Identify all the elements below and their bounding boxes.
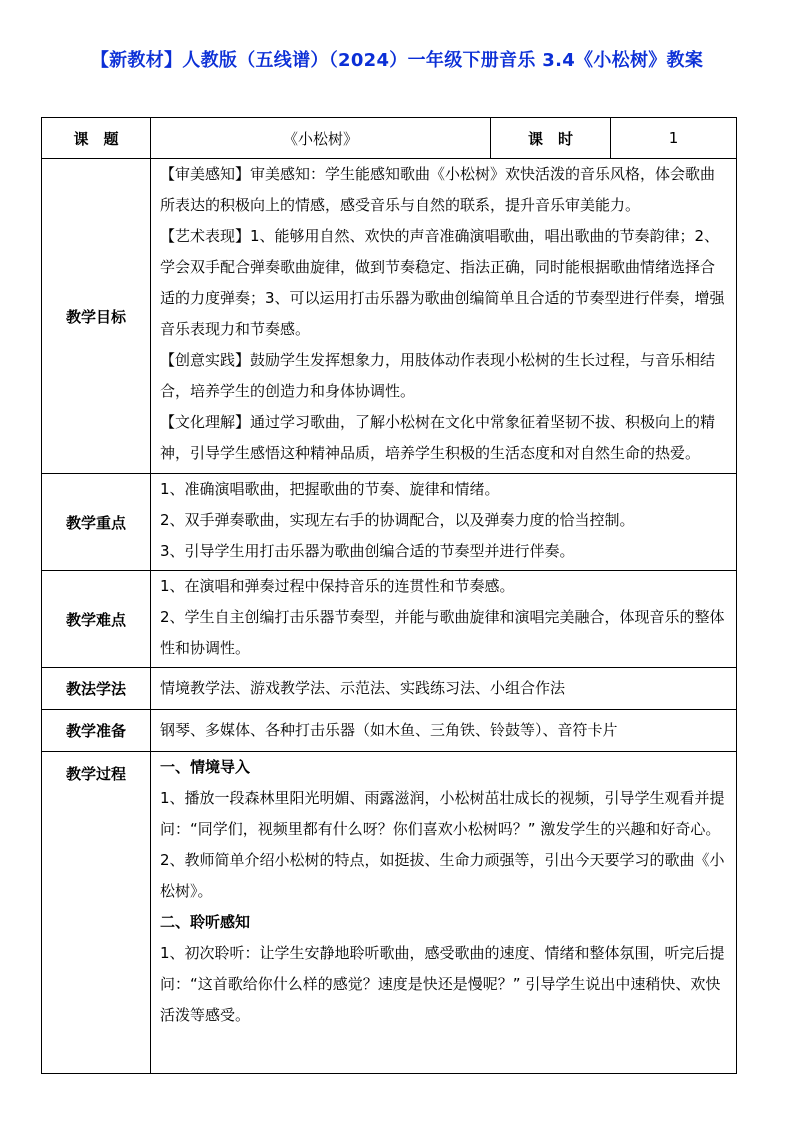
period-label-cell [491, 118, 611, 159]
preparation-content [151, 710, 737, 752]
difficulties-label: 教学难点 [65, 610, 126, 629]
difficulty-item: 1、在演唱和弹奏过程中保持音乐的连贯性和节奏感。 [160, 577, 515, 595]
period-value: 1 [668, 129, 679, 147]
process-item: 2、教师简单介绍小松树的特点，如挺拔、生命力顽强等，引出今天要学习的歌曲《小松树》。 [160, 851, 725, 900]
difficulties-label-cell [42, 571, 151, 668]
process-row [42, 752, 737, 1074]
objectives-aesthetic: 【审美感知】审美感知：学生能感知歌曲《小松树》欢快活泼的音乐风格，体会歌曲所表达的积极向上的情感，感受音乐与自然的联系，提升音乐审美能力。 [160, 165, 716, 214]
difficulties-content [151, 571, 737, 668]
difficulties-row [42, 571, 737, 668]
key-points-row [42, 474, 737, 571]
preparation-label-cell [42, 710, 151, 752]
objectives-label-cell [42, 159, 151, 474]
key-points-label-cell [42, 474, 151, 571]
topic-value: 《小松树》 [282, 129, 358, 148]
process-item: 1、初次聆听：让学生安静地聆听歌曲，感受歌曲的速度、情绪和整体氛围，听完后提问：“这首歌给你什么样的感觉？速度是快还是慢呢？” 引导学生说出中速稍快、欢快活泼等感受。 [160, 944, 725, 1024]
key-point-item: 2、双手弹奏歌曲，实现左右手的协调配合，以及弹奏力度的恰当控制。 [160, 511, 635, 529]
lesson-plan-table [41, 117, 737, 1074]
methods-content [151, 668, 737, 710]
objectives-content [151, 159, 737, 474]
process-content [151, 752, 737, 1074]
topic-label: 课 题 [73, 129, 119, 148]
difficulty-item: 2、学生自主创编打击乐器节奏型，并能与歌曲旋律和演唱完美融合，体现音乐的整体性和协调性。 [160, 608, 725, 657]
process-label: 教学过程 [65, 765, 126, 783]
key-points-label: 教学重点 [65, 513, 126, 532]
methods-label-cell [42, 668, 151, 710]
methods-text: 情境教学法、游戏教学法、示范法、实践练习法、小组合作法 [160, 679, 566, 697]
key-point-item: 3、引导学生用打击乐器为歌曲创编合适的节奏型并进行伴奏。 [160, 542, 575, 560]
process-section-heading: 二、聆听感知 [160, 913, 251, 931]
objectives-row [42, 159, 737, 474]
preparation-label: 教学准备 [65, 722, 126, 740]
key-points-content [151, 474, 737, 571]
topic-value-cell [151, 118, 491, 159]
objectives-culture: 【文化理解】通过学习歌曲，了解小松树在文化中常象征着坚韧不拔、积极向上的精神，引导学生感悟这种精神品质，培养学生积极的生活态度和对自然生命的热爱。 [160, 413, 716, 462]
process-label-cell [42, 752, 151, 1074]
period-label: 课 时 [527, 129, 573, 148]
document-title: 【新教材】人教版（五线谱）（2024）一年级下册音乐 3.4《小松树》教案 [90, 50, 704, 71]
topic-label-cell [42, 118, 151, 159]
process-item: 1、播放一段森林里阳光明媚、雨露滋润，小松树茁壮成长的视频，引导学生观看并提问：“同学们，视频里都有什么呀？你们喜欢小松树吗？” 激发学生的兴趣和好奇心。 [160, 789, 725, 838]
objectives-expression: 【艺术表现】1、能够用自然、欢快的声音准确演唱歌曲，唱出歌曲的节奏韵律；2、学会双手配合弹奏歌曲旋律，做到节奏稳定、指法正确，同时能根据歌曲情绪选择合适的力度弹奏；3、可以运用打击乐器为歌曲创编简单且合适的节奏型进行伴奏，增强音乐表现力和节奏感。 [160, 227, 725, 338]
key-point-item: 1、准确演唱歌曲，把握歌曲的节奏、旋律和情绪。 [160, 480, 500, 498]
period-value-cell [611, 118, 737, 159]
header-row [42, 118, 737, 159]
preparation-text: 钢琴、多媒体、各种打击乐器（如木鱼、三角铁、铃鼓等）、音符卡片 [160, 721, 618, 739]
objectives-creativity: 【创意实践】鼓励学生发挥想象力，用肢体动作表现小松树的生长过程，与音乐相结合，培养学生的创造力和身体协调性。 [160, 351, 716, 400]
methods-label: 教法学法 [65, 680, 126, 698]
process-section-heading: 一、情境导入 [160, 758, 251, 776]
methods-row [42, 668, 737, 710]
preparation-row [42, 710, 737, 752]
objectives-label: 教学目标 [65, 307, 126, 326]
